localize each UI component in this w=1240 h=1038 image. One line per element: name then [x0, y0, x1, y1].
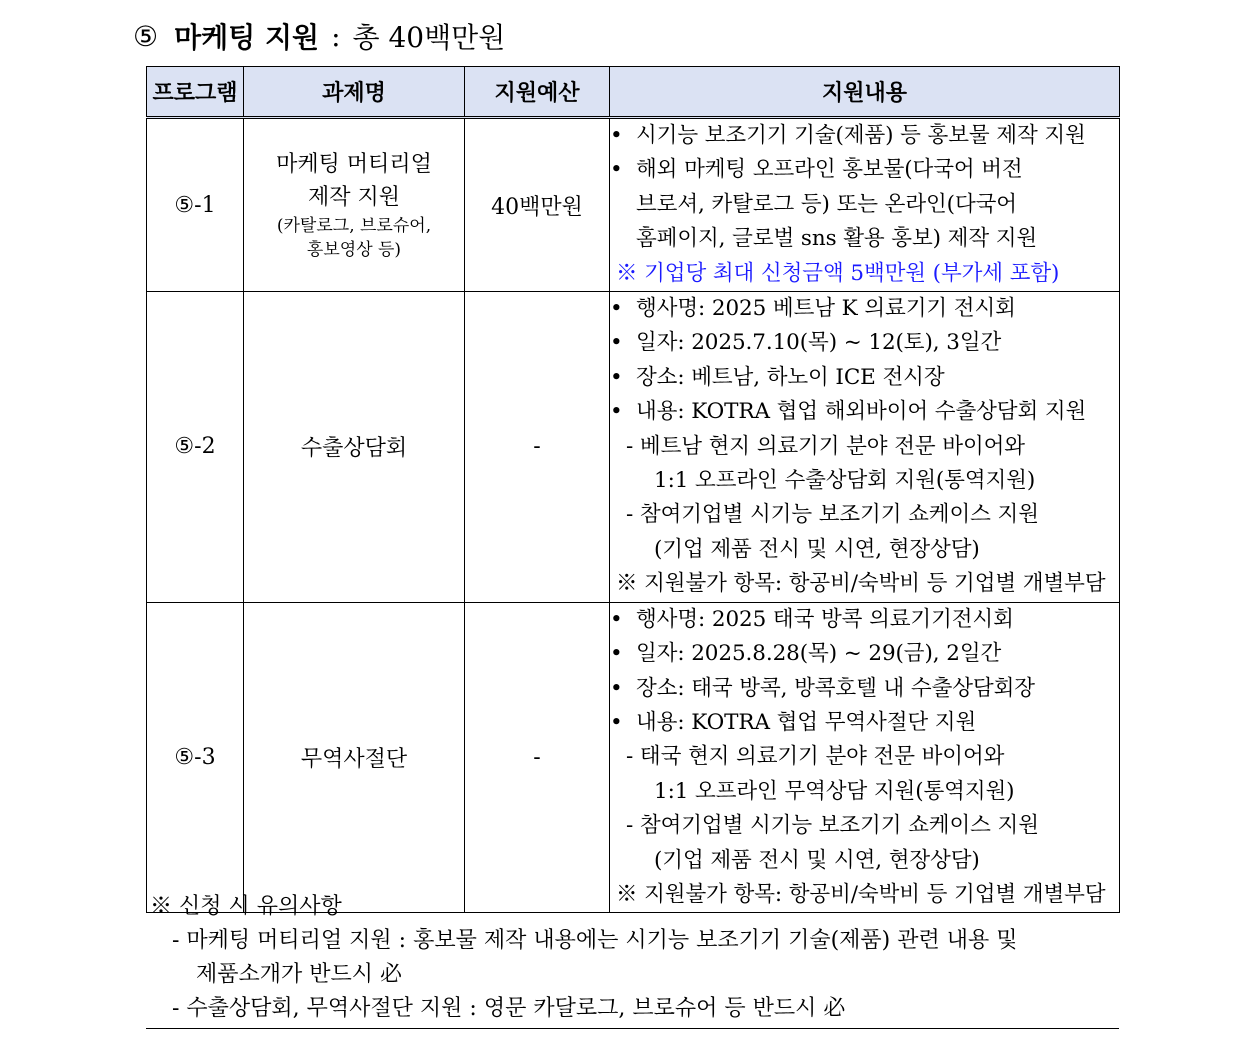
table-row: [147, 602, 1120, 913]
support-content: [610, 292, 1120, 603]
bullet-icon: •: [610, 709, 623, 735]
section-total-budget: 총 40백만원: [352, 21, 506, 54]
note-item-continued: 제품소개가 반드시 必: [196, 962, 403, 987]
content-note: ※ 기업당 최대 신청금액 5백만원 (부가세 포함): [616, 260, 1060, 286]
content-line: • 시기능 보조기기 기술(제품) 등 홍보물 제작 지원: [610, 119, 1119, 153]
content-line: • 장소: 베트남, 하노이 ICE 전시장: [610, 361, 1119, 395]
content-line: • 내용: KOTRA 협업 해외바이어 수출상담회 지원: [610, 395, 1119, 429]
content-line: • 일자: 2025.8.28(목) ~ 29(금), 2일간: [610, 637, 1119, 671]
bullet-icon: •: [610, 675, 623, 701]
bullet-icon: •: [610, 123, 623, 148]
section-heading: 마케팅 지원: [174, 21, 320, 54]
table-header-row: [147, 67, 1120, 118]
support-content: [610, 118, 1120, 292]
project-name: 마케팅 머티리얼 제작 지원 (카탈로그, 브로슈어, 홍보영상 등): [244, 118, 465, 292]
section-number: ⑤: [133, 19, 159, 53]
content-line: - 참여기업별 시기능 보조기기 쇼케이스 지원: [626, 813, 1039, 839]
header-program: 프로그램: [147, 67, 244, 118]
title-separator: :: [331, 19, 341, 53]
content-line: 브로셔, 카탈로그 등) 또는 온라인(다국어: [636, 191, 1017, 217]
bullet-icon: •: [610, 296, 623, 322]
content-line: 1:1 오프라인 무역상담 지원(통역지원): [654, 778, 1015, 804]
content-line: • 장소: 태국 방콕, 방콕호텔 내 수출상담회장: [610, 672, 1119, 706]
support-table: [146, 66, 1120, 913]
bullet-icon: •: [610, 330, 623, 356]
header-project-name: 과제명: [244, 67, 465, 118]
content-note: ※ 지원불가 항목: 항공비/숙박비 등 기업별 개별부담: [616, 571, 1106, 597]
bullet-icon: •: [610, 399, 623, 425]
content-line: (기업 제품 전시 및 시연, 현장상담): [654, 847, 980, 873]
project-name: 수출상담회: [244, 292, 465, 603]
table-row: [147, 118, 1120, 292]
header-content: 지원내용: [610, 67, 1120, 118]
project-name: 무역사절단: [244, 602, 465, 913]
content-line: - 태국 현지 의료기기 분야 전문 바이어와: [626, 744, 1005, 770]
section-title: [133, 14, 505, 58]
budget-amount: -: [465, 602, 610, 913]
program-code: ⑤-3: [147, 602, 244, 913]
note-item: - 수출상담회, 무역사절단 지원 : 영문 카달로그, 브로슈어 등 반드시 必: [172, 996, 846, 1021]
content-line: • 일자: 2025.7.10(목) ~ 12(토), 3일간: [610, 326, 1119, 360]
bullet-icon: •: [610, 364, 623, 390]
budget-amount: 40백만원: [465, 118, 610, 292]
bullet-icon: •: [610, 606, 623, 632]
bullet-icon: •: [610, 641, 623, 667]
content-line: 1:1 오프라인 수출상담회 지원(통역지원): [654, 468, 1036, 494]
content-line: • 행사명: 2025 베트남 K 의료기기 전시회: [610, 292, 1119, 326]
content-line: - 베트남 현지 의료기기 분야 전문 바이어와: [626, 433, 1025, 459]
content-line: • 해외 마케팅 오프라인 홍보물(다국어 버전: [610, 153, 1119, 187]
program-code: ⑤-2: [147, 292, 244, 603]
content-line: (기업 제품 전시 및 시연, 현장상담): [654, 536, 980, 562]
table-row: [147, 292, 1120, 603]
header-budget: 지원예산: [465, 67, 610, 118]
program-code: ⑤-1: [147, 118, 244, 292]
budget-amount: -: [465, 292, 610, 603]
application-notes: [146, 890, 1119, 1029]
notes-heading: ※ 신청 시 유의사항: [150, 894, 342, 919]
content-line: • 행사명: 2025 태국 방콕 의료기기전시회: [610, 603, 1119, 637]
content-line: 홈페이지, 글로벌 sns 활용 홍보) 제작 지원: [636, 226, 1038, 252]
content-note: ※ 지원불가 항목: 항공비/숙박비 등 기업별 개별부담: [616, 881, 1106, 907]
content-line: • 내용: KOTRA 협업 무역사절단 지원: [610, 706, 1119, 740]
bullet-icon: •: [610, 157, 623, 183]
note-item: - 마케팅 머티리얼 지원 : 홍보물 제작 내용에는 시기능 보조기기 기술(제품) 관련 내용 및: [172, 928, 1018, 953]
content-line: - 참여기업별 시기능 보조기기 쇼케이스 지원: [626, 502, 1039, 528]
support-content: [610, 602, 1120, 913]
